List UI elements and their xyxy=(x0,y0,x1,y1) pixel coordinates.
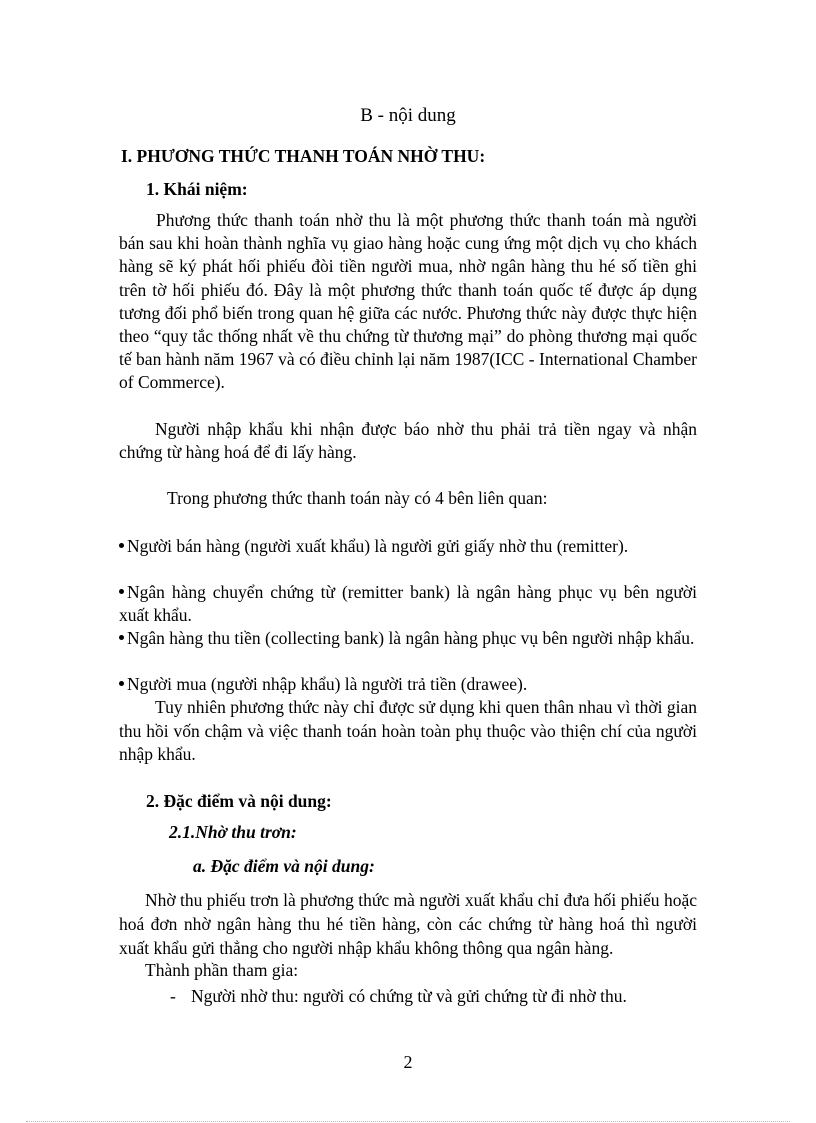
heading-1-1: 1. Khái niệm: xyxy=(146,179,248,199)
participants-label: Thành phần tham gia: xyxy=(145,960,299,980)
bullet-text: Ngân hàng chuyển chứng từ (remitter bank) là ngân hàng phục vụ bên người xuất khẩu. xyxy=(119,582,697,625)
paragraph-concept: Phương thức thanh toán nhờ thu là một phương thức thanh toán mà người bán sau khi hoàn thành nghĩa vụ giao hàng hoặc cung ứng một dịch vụ cho khách hàng sẽ ký phát hối phiếu đòi tiền người mua, nhờ ngân hàng thu hé số tiền ghi trên tờ hối phiếu đó. Đây là một phương thức thanh toán quốc tế được áp dụng tương đối phổ biến trong quan hệ giữa các nước. Phương thức này được thực hiện theo “quy tắc thống nhất về thu chứng từ thương mại” do phòng thương mại quốc tế ban hành năm 1967 và có điều chỉnh lại năm 1987(ICC - International Chamber of Commerce). xyxy=(119,210,697,393)
page-bottom-rule xyxy=(26,1121,790,1122)
bullet-icon xyxy=(119,589,124,594)
bullet-item xyxy=(119,535,697,558)
heading-2-1: 2.1.Nhờ thu trơn: xyxy=(169,822,297,842)
dash-marker: - xyxy=(170,986,176,1006)
bullet-item xyxy=(119,581,697,627)
paragraph-parties-intro: Trong phương thức thanh toán này có 4 bên liên quan: xyxy=(167,488,548,508)
heading-2: 2. Đặc điểm và nội dung: xyxy=(146,791,332,811)
bullet-text: Người mua (người nhập khẩu) là người trả tiền (drawee). xyxy=(127,674,528,694)
paragraph-clean-collection: Nhờ thu phiếu trơn là phương thức mà người xuất khẩu chỉ đưa hối phiếu hoặc hoá đơn nhờ ngân hàng thu hé tiền hàng, còn các chứng từ hàng hoá thì người xuất khẩu gửi thẳng cho người nhập khẩu không thông qua ngân hàng. xyxy=(119,890,697,958)
paragraph-however: Tuy nhiên phương thức này chỉ được sử dụng khi quen thân nhau vì thời gian thu hồi vốn chậm và việc thanh toán hoàn toàn phụ thuộc vào thiện chí của người nhập khẩu. xyxy=(119,697,697,764)
bullet-icon xyxy=(119,543,124,548)
bullet-item xyxy=(119,673,697,696)
bullet-text: Người bán hàng (người xuất khẩu) là người gửi giấy nhờ thu (remitter). xyxy=(127,536,629,556)
paragraph-importer: Người nhập khẩu khi nhận được báo nhờ thu phải trả tiền ngay và nhận chứng từ hàng hoá để đi lấy hàng. xyxy=(119,419,697,462)
dash-item: Người nhờ thu: người có chứng từ và gửi chứng từ đi nhờ thu. xyxy=(191,986,627,1006)
section-title: B - nội dung xyxy=(360,105,456,126)
bullet-icon xyxy=(119,681,124,686)
heading-2-1-a: a. Đặc điểm và nội dung: xyxy=(193,856,375,876)
bullet-text: Ngân hàng thu tiền (collecting bank) là ngân hàng phục vụ bên người nhập khẩu. xyxy=(127,628,695,648)
heading-1: I. PHƯƠNG THỨC THANH TOÁN NHỜ THU: xyxy=(121,146,486,166)
page-number: 2 xyxy=(403,1052,413,1072)
bullet-icon xyxy=(119,635,124,640)
bullet-item xyxy=(119,627,697,650)
